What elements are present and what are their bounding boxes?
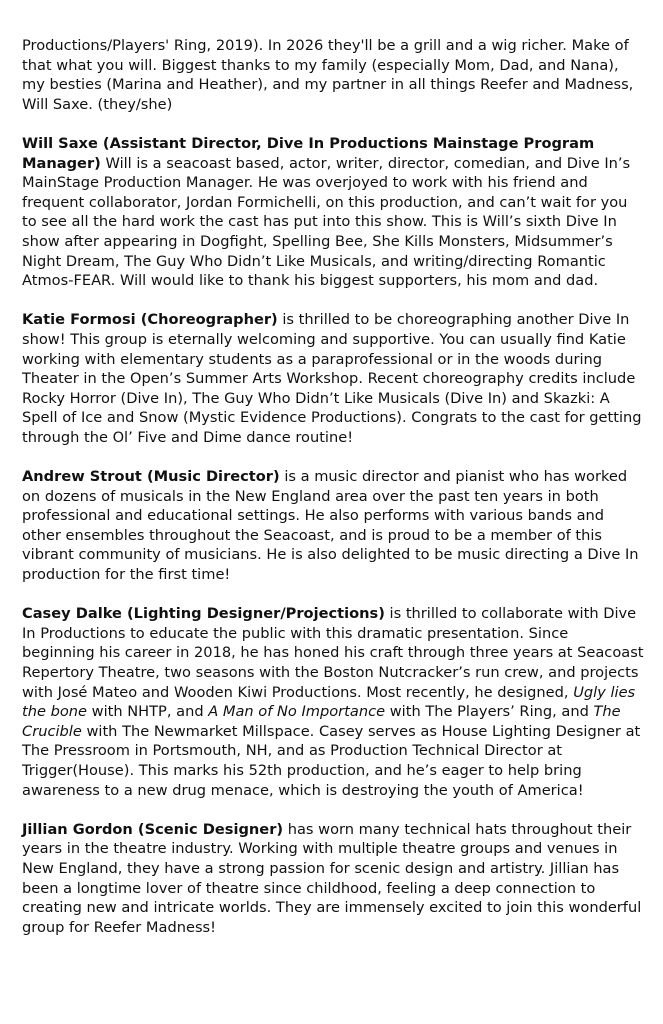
bio-text: with The Newmarket Millspace. Casey serves as House Lighting Designer at The Pressroom in Portsmouth, NH, and as Production Technical Director at Trigger(House). This marks his 52th production, and he’s eager to help bring awareness to a new drug menace, which is destroying the youth of America! <box>22 722 641 799</box>
bio-text: with The Players’ Ring, and <box>385 703 594 721</box>
bio-jillian-gordon <box>22 820 644 938</box>
bio-katie-formosi <box>22 310 644 447</box>
bio-andrew-strout <box>22 467 644 585</box>
bio-name-role: Will Saxe (Assistant Director, Dive In Productions Mainstage Program Manager) <box>22 134 595 172</box>
bio-will-saxe <box>22 134 644 291</box>
bio-continued-paragraph <box>22 36 644 114</box>
bio-text: is thrilled to be choreographing another Dive In show! This group is eternally welcoming and supportive. You can usually find Katie working with elementary students as a paraprofessional or in the woods during Theater in the Open’s Summer Arts Workshop. Recent choreography credits include Rocky Horror (Dive In), The Guy Who Didn’t Like Musicals (Dive In) and Skazki: A Spell of Ice and Snow (Mystic Evidence Productions). Congrats to the cast for getting through the Ol’ Five and Dime dance routine! <box>22 311 642 446</box>
bio-name-role: Katie Formosi (Choreographer) <box>22 311 278 329</box>
program-bios-page <box>22 36 644 957</box>
bio-text: with NHTP, and <box>87 703 209 721</box>
bio-name-role: Jillian Gordon (Scenic Designer) <box>22 820 284 838</box>
production-title: Ugly lies the bone <box>22 683 636 721</box>
production-title: A Man of No Importance <box>208 703 386 721</box>
bio-text: is a music director and pianist who has worked on dozens of musicals in the New England area over the past ten years in both professional and educational settings. He also performs with various bands and other ensembles throughout the Seacoast, and is proud to be a member of this vibrant community of musicians. He is also delighted to be music directing a Dive In production for the first time! <box>22 468 639 584</box>
bio-text: has worn many technical hats throughout their years in the theatre industry. Working with multiple theatre groups and venues in New England, they have a strong passion for scenic design and artistry. Jillian has been a longtime lover of theatre since childhood, feeling a deep connection to creating new and intricate worlds. They are immensely excited to join this wonderful group for Reefer Madness! <box>22 820 642 936</box>
bio-casey-dalke <box>22 604 644 800</box>
bio-text: Will is a seacoast based, actor, writer, director, comedian, and Dive In’s MainStage Production Manager. He was overjoyed to work with his friend and frequent collaborator, Jordan Formichelli, on this production, and can’t wait for you to see all the hard work the cast has put into this show. This is Will’s sixth Dive In show after appearing in Dogfight, Spelling Bee, She Kills Monsters, Midsummer’s Night Dream, The Guy Who Didn’t Like Musicals, and writing/directing Romantic Atmos-FEAR. Will would like to thank his biggest supporters, his mom and dad. <box>22 154 631 290</box>
bio-continued-text: Productions/Players' Ring, 2019). In 2026 they'll be a grill and a wig richer. Make of that what you will. Biggest thanks to my family (especially Mom, Dad, and Nana), my besties (Marina and Heather), and my partner in all things Reefer and Madness, Will Saxe. (they/she) <box>22 37 634 113</box>
bio-text: is thrilled to collaborate with Dive In Productions to educate the public with this dramatic presentation. Since beginning his career in 2018, he has honed his craft through three years at Seacoast Repertory Theatre, two seasons with the Boston Nutcracker’s run crew, and projects with José Mateo and Wooden Kiwi Productions. Most recently, he designed, <box>22 605 644 701</box>
bio-name-role: Casey Dalke (Lighting Designer/Projections) <box>22 605 385 623</box>
production-title: The Crucible <box>22 703 621 740</box>
bio-name-role: Andrew Strout (Music Director) <box>22 468 280 486</box>
